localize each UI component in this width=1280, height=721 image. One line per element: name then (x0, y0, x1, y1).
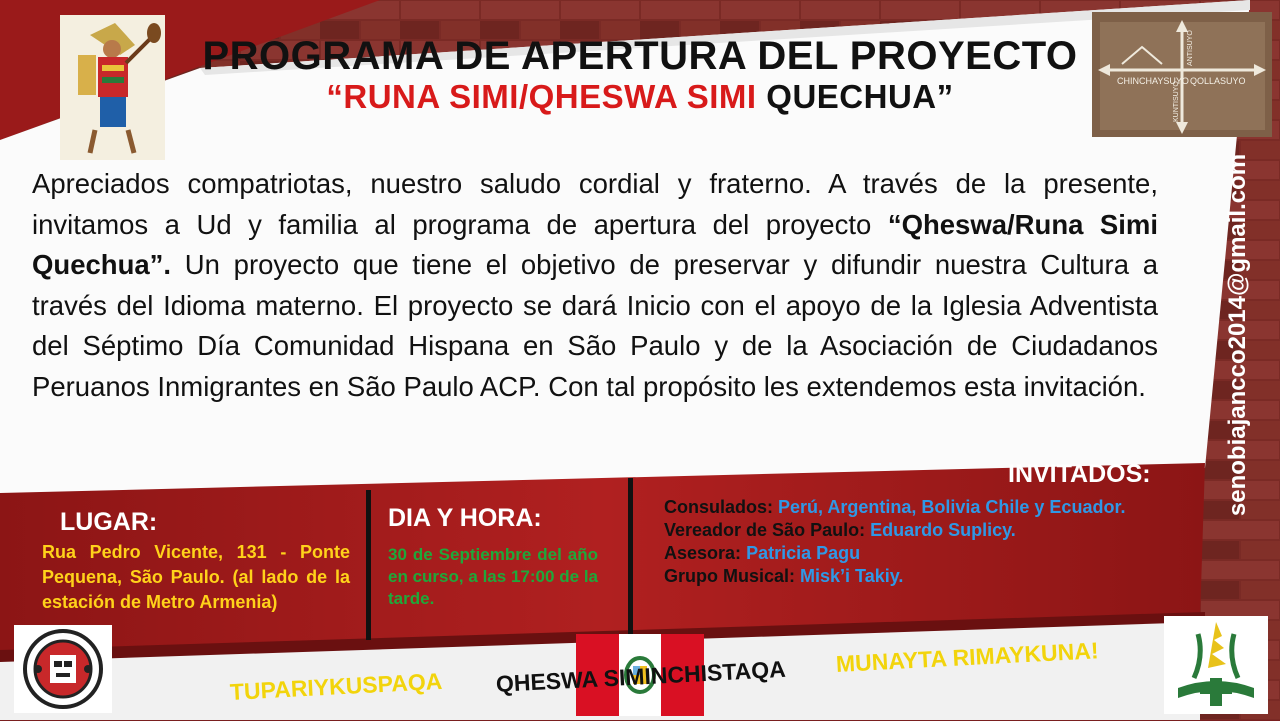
separator-left (366, 490, 371, 640)
acp-association-logo (14, 625, 112, 713)
dia-heading: DIA Y HORA: (388, 504, 542, 532)
page-subtitle (200, 78, 1080, 116)
lugar-heading: LUGAR: (60, 508, 158, 536)
separator-right (628, 478, 633, 640)
map-label-right: QOLLASUYO (1190, 76, 1246, 86)
paragraph-rest: Un proyecto que tiene el objetivo de preservar y difundir nuestra Cultura a través del Idioma materno. El proyecto se dará Inicio con el apoyo de la Iglesia Adventista del Séptimo Día Comunidad Hispana en São Paulo y de la Asociación de Ciudadanos Peruanos Inmigrantes en São Paulo ACP. Con tal propósito les extendemos esta invitación. (32, 249, 1159, 402)
invitado-value: Patricia Pagu (746, 543, 861, 563)
invitado-value: Misk’i Takiy. (800, 566, 904, 586)
paragraph-intro: Apreciados compatriotas, nuestro saludo cordial y fraterno. A través de la presente, invitamos a Ud y familia al programa de apertura del proyecto (32, 168, 1158, 240)
map-label-up: ANTISUYO (1187, 30, 1194, 66)
dia-text: 30 de Septiembre del año en curso, a las 17:00 de la tarde. (388, 545, 598, 608)
invitados-list (664, 496, 1144, 588)
contact-email (1208, 150, 1268, 520)
invitado-value: Eduardo Suplicy. (870, 520, 1016, 540)
invitado-label: Vereador de São Paulo: (664, 520, 866, 540)
invitado-value: Perú, Argentina, Bolivia Chile y Ecuador. (778, 497, 1126, 517)
footer-part2: QHESWA SIMINCHISTAQA (495, 655, 787, 697)
invitados-heading: INVITADOS: (1008, 460, 1151, 488)
footer-part3: MUNAYTA RIMAYKUNA! (835, 637, 1100, 677)
invitado-label: Consulados: (664, 497, 774, 517)
adventist-church-logo (1164, 616, 1268, 714)
contact-email-text: senobiajancco2014@gmail.com (1224, 153, 1251, 517)
inca-warrior-image (60, 15, 165, 160)
map-label-left: CHINCHAYSUYO (1117, 76, 1189, 86)
tawantinsuyu-stone-map (1092, 12, 1272, 137)
invitado-label: Asesora: (664, 543, 742, 563)
subtitle-black-part: QUECHUA” (766, 78, 954, 115)
invitado-item (664, 565, 1144, 588)
invitado-item (664, 542, 1144, 565)
lugar-text: Rua Pedro Vicente, 131 - Ponte Pequena, São Paulo. (al lado de la estación de Metro Armenia) (42, 542, 350, 612)
paragraph-project-name: “Qheswa/Runa Simi Quechua”. (32, 208, 1159, 280)
map-label-down: KUNTISUYO (1173, 81, 1180, 122)
invitation-paragraph (32, 164, 1158, 407)
invitado-label: Grupo Musical: (664, 566, 796, 586)
footer-slogan (229, 637, 1150, 715)
footer-part1: TUPARIYKUSPAQA (229, 667, 443, 705)
invitado-item (664, 519, 1144, 542)
subtitle-red-part: “RUNA SIMI/QHESWA SIMI (326, 78, 757, 115)
invitado-item (664, 496, 1144, 519)
page-title: PROGRAMA DE APERTURA DEL PROYECTO (202, 34, 1078, 78)
